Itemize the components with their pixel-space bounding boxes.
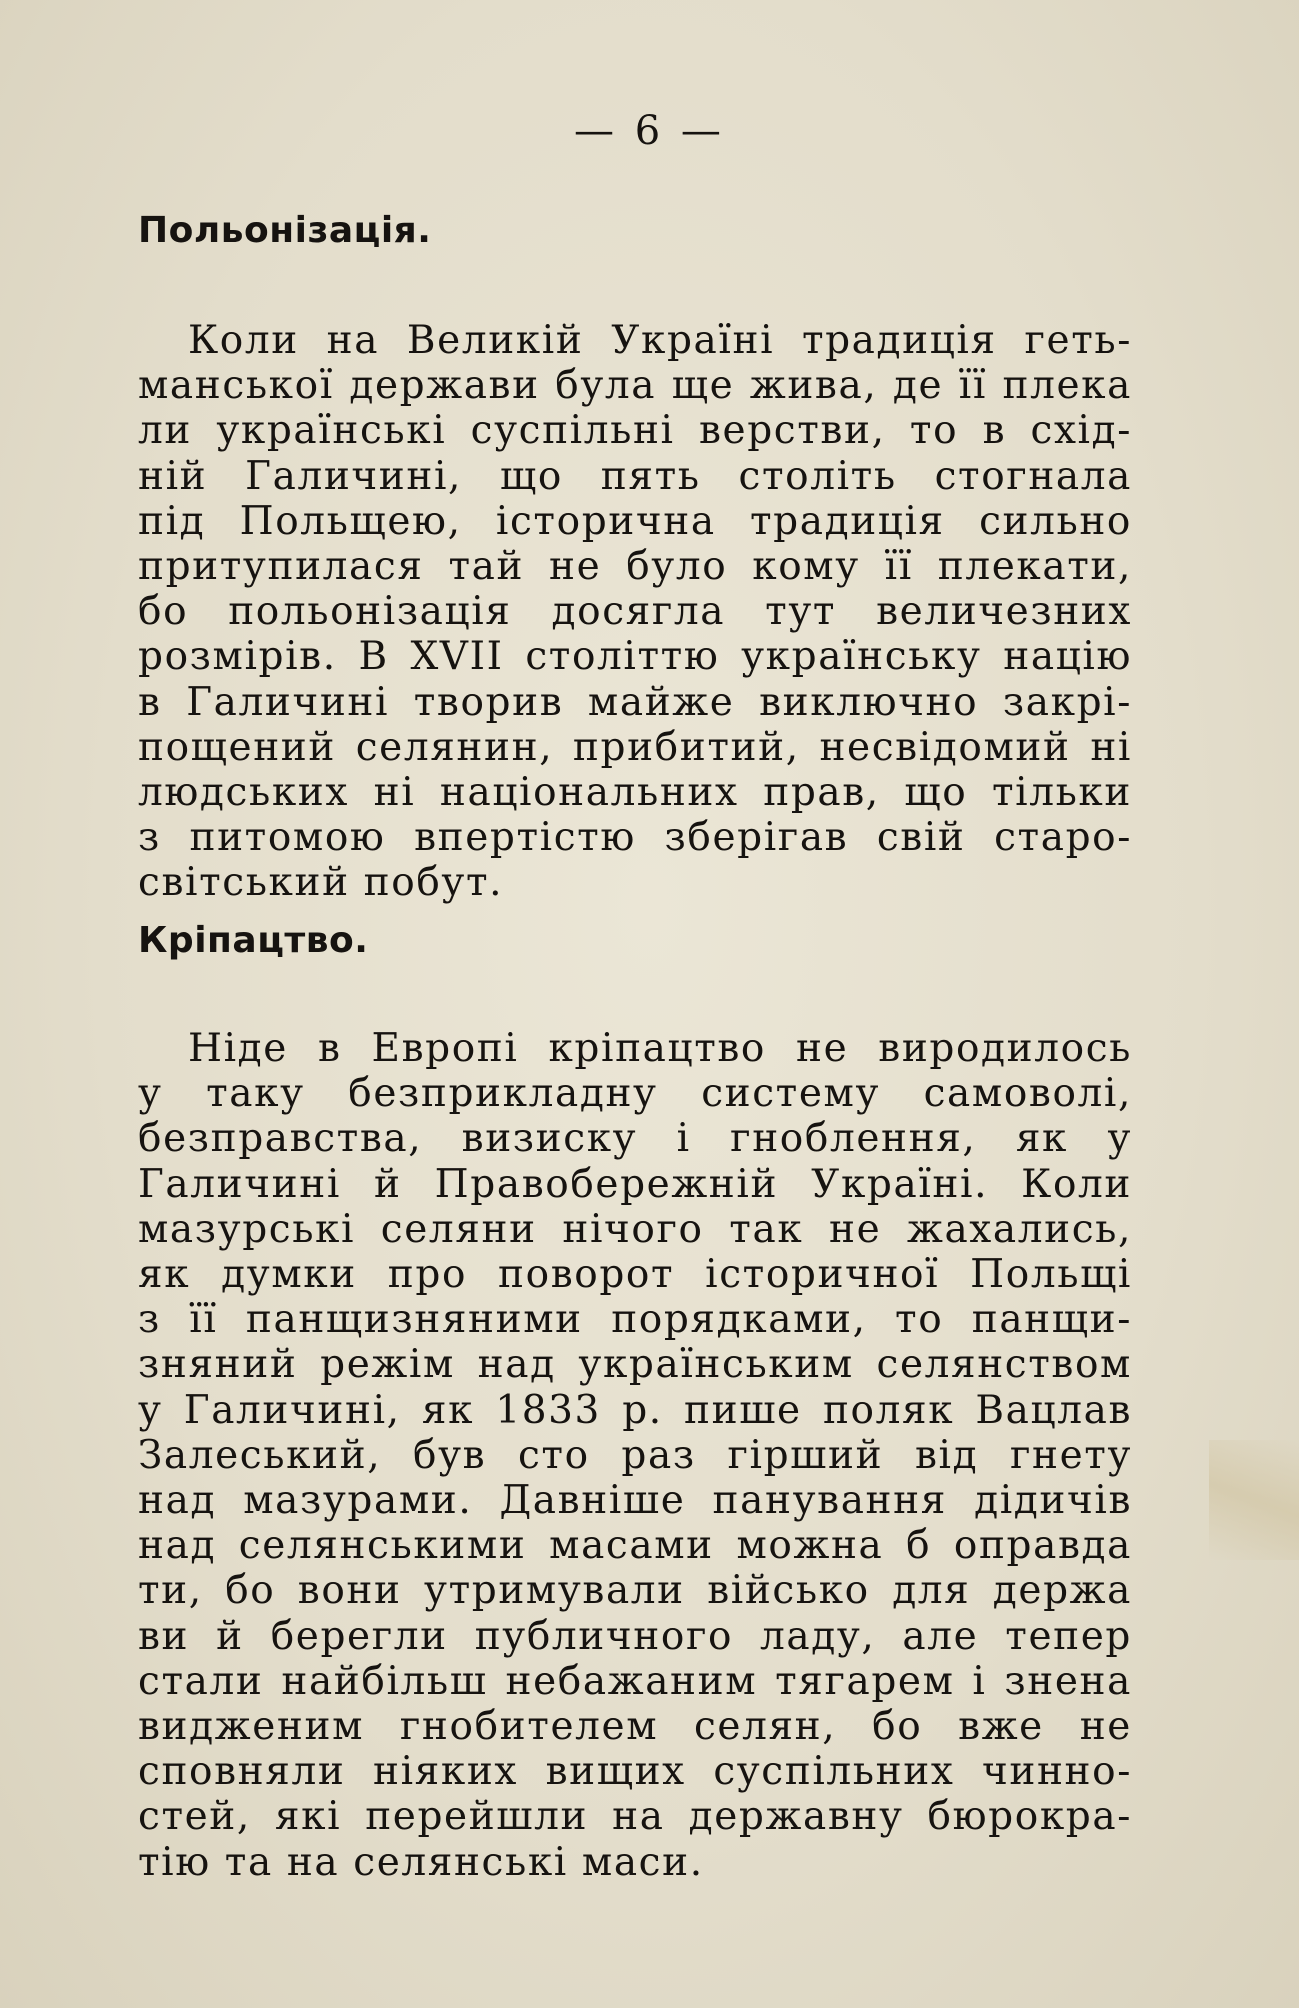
section-heading: Польонізація. xyxy=(138,210,432,251)
text-line: у таку безприкладну систему самоволі, xyxy=(138,1071,1132,1117)
text-line: видженим гнобителем селян, бо вже не xyxy=(138,1704,1132,1750)
text-line: людських ні національних прав, що тільки xyxy=(138,770,1132,816)
text-line: Галичині й Правобережній Україні. Коли xyxy=(138,1161,1132,1207)
text-line: з питомою впертістю зберігав свій старо- xyxy=(138,815,1132,861)
text-line: мазурські селяни нічого так не жахались, xyxy=(138,1206,1132,1252)
text-line: ли українські суспільні верстви, то в схід- xyxy=(138,408,1132,454)
text-line: світський побут. xyxy=(138,860,504,906)
section-polonization xyxy=(138,208,1132,906)
text-line: з її панщизняними порядками, то панщи- xyxy=(138,1297,1132,1343)
section-paragraph xyxy=(138,1026,1132,1885)
text-line: у Галичині, як 1833 р. пише поляк Вацлав xyxy=(138,1387,1132,1433)
text-line: під Польщею, історична традиція сильно xyxy=(138,498,1132,544)
section-serfdom xyxy=(138,918,1132,1885)
text-line: розмірів. В XVII століттю українську націю xyxy=(138,634,1132,680)
text-line: зняний режім над українським селянством xyxy=(138,1342,1132,1388)
text-line: стали найбільш небажаним тягарем і знена xyxy=(138,1658,1132,1704)
text-line: ти, бо вони утримували військо для держа xyxy=(138,1568,1132,1614)
text-line: стей, які перейшли на державну бюрокра- xyxy=(138,1794,1132,1840)
text-line: тію та на селянські маси. xyxy=(138,1839,704,1885)
text-line: ній Галичині, що пять століть стогнала xyxy=(138,453,1132,499)
text-line: бо польонізація досягла тут величезних xyxy=(138,589,1132,635)
text-line: манської держави була ще жива, де її плека xyxy=(138,363,1132,409)
text-line: Коли на Великій Україні традиція геть- xyxy=(188,318,1132,363)
section-heading: Кріпацтво. xyxy=(138,920,369,961)
text-line: ви й берегли публичного ладу, але тепер xyxy=(138,1613,1132,1659)
text-line: пощений селянин, прибитий, несвідомий ні xyxy=(138,724,1132,770)
text-line: притупилася тай не було кому її плекати, xyxy=(138,544,1132,590)
text-line: сповняли ніяких вищих суспільних чинно- xyxy=(138,1749,1132,1795)
text-line: над селянськими масами можна б оправда xyxy=(138,1523,1132,1569)
text-line: над мазурами. Давніше панування дідичів xyxy=(138,1478,1132,1524)
text-line: в Галичині творив майже виключно закрі- xyxy=(138,679,1132,725)
text-line: як думки про поворот історичної Польщі xyxy=(138,1252,1132,1298)
text-line: Залеський, був сто раз гірший від гнету xyxy=(138,1432,1132,1478)
paper-damage xyxy=(1209,1440,1299,1560)
text-line: Ніде в Европі кріпацтво не виродилось xyxy=(188,1026,1132,1071)
page-number: — 6 — xyxy=(574,108,725,154)
section-paragraph xyxy=(138,318,1132,906)
text-line: безправства, визиску і гноблення, як у xyxy=(138,1116,1132,1162)
